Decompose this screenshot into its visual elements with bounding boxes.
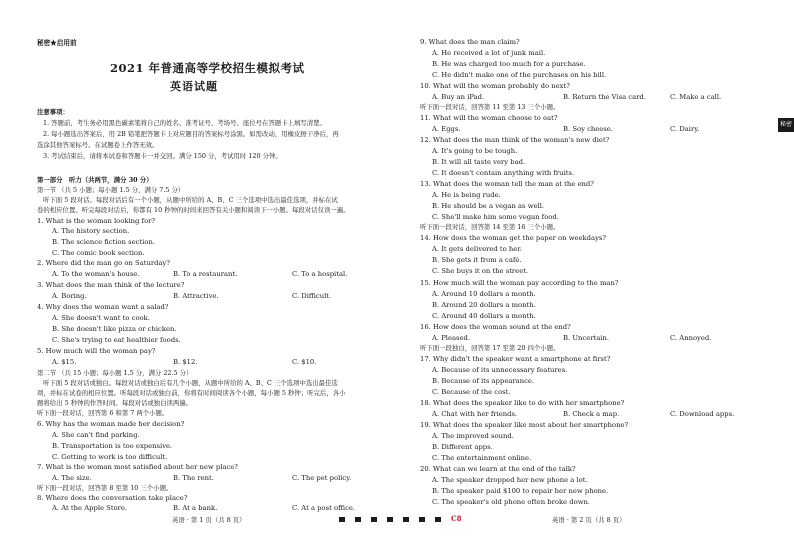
option: B. The science fiction section. [52,238,155,246]
question-9: 9. What does the man claim? [420,38,520,46]
question-6: 6. Why has the woman made her decision? [37,420,185,428]
confidential-header: 秘密★启用前 [37,39,77,47]
page-footer: 英语 · 第 1 页（共 8 页） [172,516,246,524]
option: B. Different apps. [432,443,493,451]
option: B. Soy cheese. [563,125,613,133]
question-1: 1. What is the woman looking for? [37,217,156,225]
note-3: 3. 考试结束后，请将本试卷和答题卡一并交回。满分 150 分，考试用时 120 分钟。 [43,152,282,160]
option: B. He was charged too much for a purchase. [432,60,586,68]
option: C. He didn't make one of the purchases on his bill. [432,71,607,79]
question-10: 10. What will the woman probably do next? [420,82,570,90]
note-2-cont: 选涂其他答案标号。在试题卷上作答无效。 [37,141,159,149]
option: B. The speaker paid $100 to repair her new phone. [432,487,609,495]
question-4: 4. Why does the woman want a salad? [37,303,169,311]
option: A. The size. [52,474,92,482]
option: A. Chat with her friends. [432,410,518,418]
option: B. It will all taste very bad. [432,158,526,166]
option: A. Pleased. [432,334,471,342]
section1-instruction: 卷的相应位置。听完每段对话后，你都有 10 秒钟的时间来回答有关小题和阅读下一小题。每段对话仅读一遍。 [37,206,350,214]
option: C. At a post office. [292,504,356,512]
question-2: 2. Where did the man go on Saturday? [37,259,171,267]
option: A. She doesn't want to cook. [52,314,150,322]
registration-mark [387,517,393,522]
option: C. She'll make him some vegan food. [432,213,559,221]
option: C. Dairy. [670,125,700,133]
question-3: 3. What does the man think of the lecture? [37,281,185,289]
option: B. Return the Visa card. [563,93,646,101]
question-12: 12. What does the man think of the woman's new diet? [420,136,610,144]
option: C. The entertainment online. [432,454,532,462]
confidential-side-stamp: 秘密 [778,118,794,132]
option: B. $12. [173,358,198,366]
question-15: 15. How much will the woman pay according to the man? [420,279,619,287]
note-1: 1. 答题前，考生务必用黑色碳素笔将自己的姓名、准考证号、考场号、座位号在答题卡上填写清楚。 [43,119,326,127]
dialogue-lead: 听下面一段对话，回答第 6 和第 7 两个小题。 [37,409,169,417]
option: B. She gets it from a café. [432,256,522,264]
option: C. Getting to work is too difficult. [52,453,168,461]
option: A. The history section. [52,227,130,235]
dialogue-lead: 听下面一段对话，回答第 11 至第 13 三个小题。 [420,103,560,111]
option: C. Around 40 dollars a month. [432,312,536,320]
option: C. She's trying to eat healthier foods. [52,336,181,344]
option: B. Because of its appearance. [432,377,535,385]
option: A. Boring. [52,292,87,300]
option: B. To a restaurant. [173,270,238,278]
question-19: 19. What does the speaker like most about her smartphone? [420,421,629,429]
option: C. $10. [292,358,317,366]
option: B. She doesn't like pizza or chicken. [52,325,177,333]
option: B. He should be a vegan as well. [432,202,545,210]
option: B. Uncertain. [563,334,609,342]
section2-heading: 第二节 （共 15 小题；每小题 1.5 分，满分 22.5 分） [37,369,193,377]
option: C. Download apps. [670,410,735,418]
page-mark: C8 [451,514,462,523]
option: A. Around 10 dollars a month. [432,290,536,298]
exam-title: 2021 年普通高等学校招生模拟考试 [110,61,305,75]
page-footer: 英语 · 第 2 页（共 8 页） [552,516,626,524]
option: C. Because of the cost. [432,388,511,396]
option: A. The speaker dropped her new phone a lot. [432,476,588,484]
notes-heading: 注意事项： [37,108,69,116]
question-17: 17. Why didn't the speaker want a smartphone at first? [420,355,611,363]
question-14: 14. How does the woman get the paper on weekdays? [420,234,607,242]
section2-instruction: 项，并标在试卷的相应位置。听每段对话或独白前，你将有时间阅读各个小题，每小题 5 秒钟；听完后，各小 [37,389,346,397]
option: A. He is being rude. [432,191,501,199]
option: A. She can't find parking. [52,431,140,439]
option: B. At a bank. [173,504,218,512]
option: A. It's going to be tough. [432,147,518,155]
section2-instruction: 题将给出 5 秒钟的作答时间。每段对话或独白读两遍。 [37,399,193,407]
registration-mark [339,517,345,522]
option: B. Around 20 dollars a month. [432,301,536,309]
option: C. The pet policy. [292,474,352,482]
option: A. At the Apple Store. [52,504,128,512]
question-18: 18. What does the speaker like to do with her smartphone? [420,399,625,407]
option: B. The rent. [173,474,214,482]
option: C. It doesn't contain anything with fruits. [432,169,575,177]
section1-heading: 第一节 （共 5 小题；每小题 1.5 分，满分 7.5 分） [37,186,185,194]
option: C. The speaker's old phone often broke down. [432,498,591,506]
option: A. The improved sound. [432,432,514,440]
option: A. It gets delivered to her. [432,245,522,253]
option: C. Annoyed. [670,334,712,342]
option: C. She buys it on the street. [432,267,529,275]
option: A. $15. [52,358,77,366]
option: A. Eggs. [432,125,461,133]
section1-instruction: 听下面 5 段对话。每段对话后有一个小题，从题中所给的 A、B、C 三个选项中选出最佳选项，并标在试 [43,196,338,204]
option: A. He received a lot of junk mail. [432,49,546,57]
option: C. The comic book section. [52,249,145,257]
section2-instruction: 听下面 5 段对话或独白。每段对话或独白后有几个小题，从题中所给的 A、B、C 三个选项中选出最佳选 [43,379,338,387]
registration-mark [355,517,361,522]
question-7: 7. What is the woman most satisfied about her new place? [37,463,238,471]
note-2: 2. 每小题选出答案后，用 2B 铅笔把答题卡上对应题目的答案标号涂黑。如需改动，用橡皮擦干净后，再 [43,130,339,138]
part1-heading: 第一部分 听力（共两节，满分 30 分） [37,176,153,184]
option: A. Buy an iPad. [432,93,485,101]
registration-mark [371,517,377,522]
right-page [400,0,794,544]
question-11: 11. What will the woman choose to eat? [420,114,558,122]
question-8: 8. Where does the conversation take place? [37,494,188,502]
question-20: 20. What can we learn at the end of the talk? [420,465,576,473]
exam-subtitle: 英语试题 [170,80,218,93]
monologue-lead: 听下面一段独白，回答第 17 至第 20 四个小题。 [420,344,560,352]
option: B. Attractive. [173,292,219,300]
option: B. Check a map. [563,410,620,418]
option: A. To the woman's house. [52,270,140,278]
option: A. Because of its unnecessary features. [432,366,568,374]
option: B. Transportation is too expensive. [52,442,173,450]
option: C. To a hospital. [292,270,348,278]
question-13: 13. What does the woman tell the man at the end? [420,180,594,188]
option: C. Make a call. [670,93,722,101]
question-5: 5. How much will the woman pay? [37,347,156,355]
dialogue-lead: 听下面一段对话，回答第 8 至第 10 三个小题。 [37,484,173,492]
question-16: 16. How does the woman sound at the end? [420,323,571,331]
dialogue-lead: 听下面一段对话，回答第 14 至第 16 三个小题。 [420,223,560,231]
option: C. Difficult. [292,292,332,300]
